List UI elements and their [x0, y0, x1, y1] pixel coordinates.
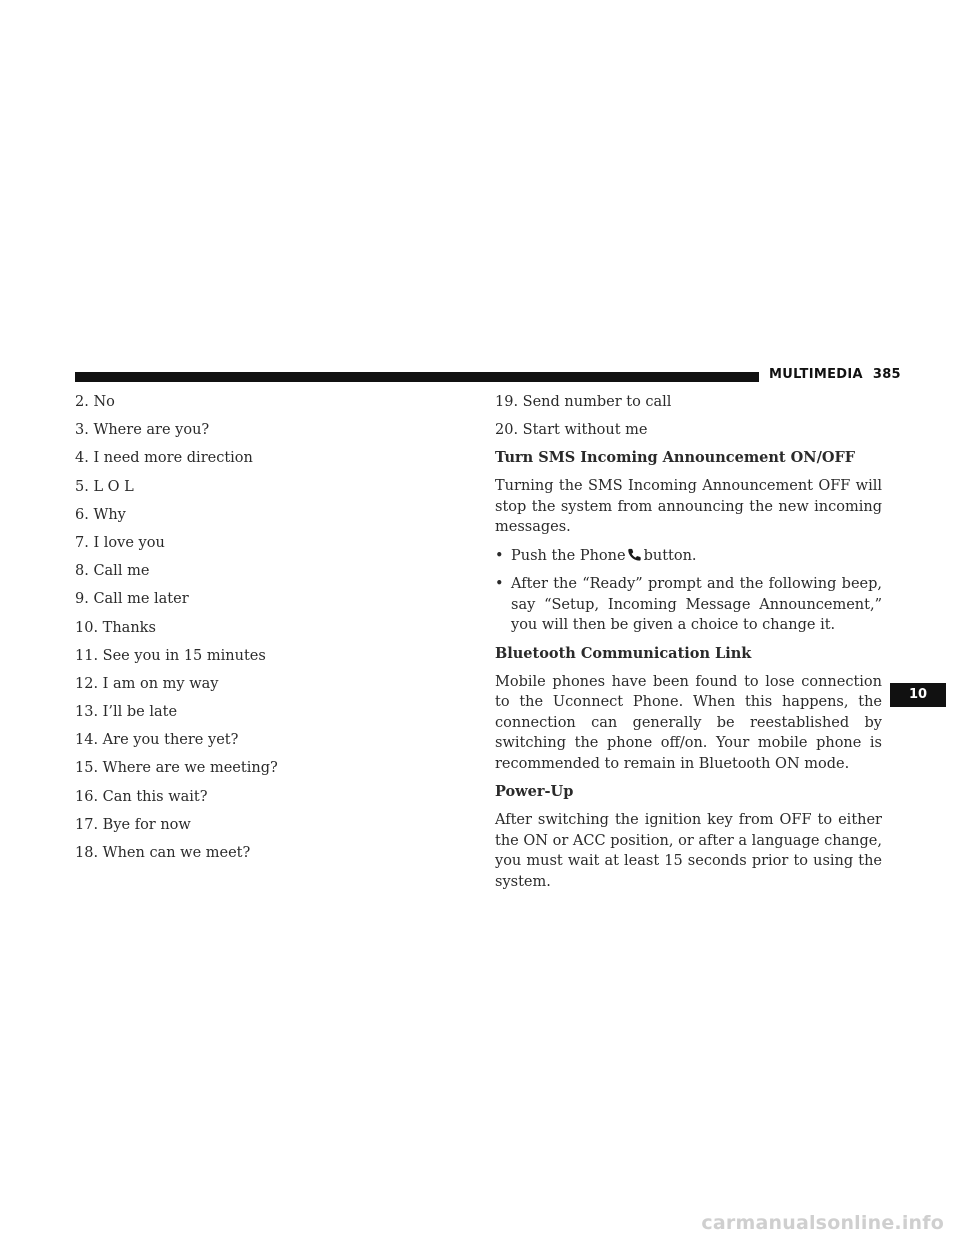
list-item: 2. No	[75, 394, 115, 410]
list-item: 15. Where are we meeting?	[75, 760, 278, 777]
running-header	[769, 367, 901, 382]
header-rule	[75, 372, 759, 382]
list-item: 7. I love you	[75, 534, 165, 551]
list-item: 13. I’ll be late	[75, 704, 178, 721]
sms-heading: Turn SMS Incoming Announcement ON/OFF	[495, 449, 856, 467]
list-item: 6. Why	[75, 506, 126, 523]
list-item: 11. See you in 15 minutes	[75, 647, 266, 664]
list-item: 8. Call me	[75, 563, 150, 580]
bluetooth-heading: Bluetooth Communication Link	[495, 644, 752, 662]
list-item: 20. Start without me	[495, 422, 648, 439]
powerup-heading: Power-Up	[495, 783, 574, 801]
chapter-tab: 10	[890, 683, 946, 707]
sms-bullet-2	[495, 574, 882, 636]
list-item: 14. Are you there yet?	[75, 732, 239, 749]
list-item: 4. I need more direction	[75, 450, 253, 467]
sms-bullet-1	[495, 546, 882, 567]
section-title: MULTIMEDIA	[769, 367, 863, 382]
bullet-dot: •	[495, 576, 504, 593]
page-number: 385	[872, 367, 901, 382]
list-item: 12. I am on my way	[75, 675, 219, 692]
bullet-text-pre: Push the Phone	[511, 547, 626, 564]
watermark: carmanualsonline.info	[701, 1212, 944, 1234]
bullet-text: After the “Ready” prompt and the following beep, say “Setup, Incoming Message Announcement,” you will then be given a choice to change it.	[511, 576, 882, 634]
list-item: 19. Send number to call	[495, 394, 672, 410]
list-item: 16. Can this wait?	[75, 788, 208, 805]
bullet-dot: •	[495, 547, 504, 564]
list-item: 5. L O L	[75, 478, 134, 495]
list-item: 18. When can we meet?	[75, 845, 251, 861]
list-item: 10. Thanks	[75, 619, 156, 636]
right-column	[495, 392, 882, 900]
list-item: 17. Bye for now	[75, 816, 191, 833]
list-item: 9. Call me later	[75, 591, 189, 608]
list-item: 3. Where are you?	[75, 422, 210, 439]
powerup-paragraph: After switching the ignition key from OFF to either the ON or ACC position, or after a language change, you must wait at least 15 seconds prior to using the system.	[495, 812, 882, 890]
phone-icon	[627, 548, 642, 561]
bullet-text-post: button.	[643, 547, 697, 564]
sms-paragraph: Turning the SMS Incoming Announcement OFF will stop the system from announcing the new incoming messages.	[495, 478, 882, 536]
bluetooth-paragraph: Mobile phones have been found to lose connection to the Uconnect Phone. When this happens, the connection can generally be reestablished by switching the phone off/on. Your mobile phone is recommended to remain in Bluetooth ON mode.	[495, 673, 882, 772]
left-column	[75, 392, 445, 871]
